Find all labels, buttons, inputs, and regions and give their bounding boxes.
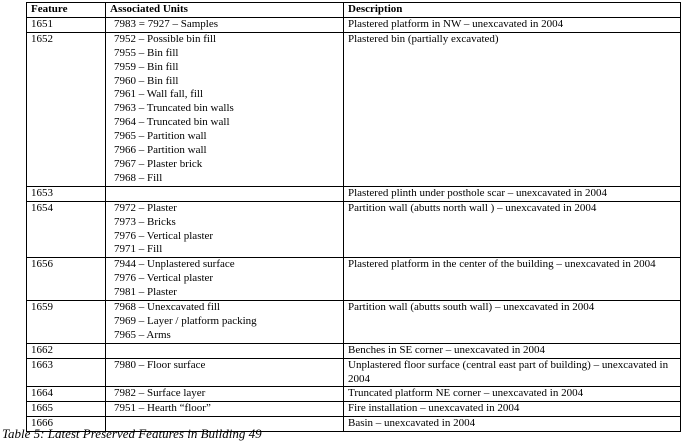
feature-cell: 1652 — [27, 32, 106, 186]
table-row — [27, 301, 681, 344]
feature-cell: 1663 — [27, 358, 106, 387]
unit-entry: 7965 – Partition wall — [114, 130, 207, 143]
associated-units-cell — [106, 387, 344, 402]
unit-entry: 7969 – Layer / platform packing — [114, 314, 257, 327]
features-table — [26, 2, 681, 432]
header-associated-units: Associated Units — [106, 3, 344, 18]
unit-entry: 7964 – Truncated bin wall — [114, 116, 230, 129]
description-cell: Benches in SE corner – unexcavated in 2004 — [344, 343, 681, 358]
feature-cell: 1659 — [27, 301, 106, 344]
unit-entry: 7972 – Plaster — [114, 201, 177, 214]
description-cell: Fire installation – unexcavated in 2004 — [344, 402, 681, 417]
unit-entry: 7959 – Bin fill — [114, 60, 179, 73]
feature-cell: 1656 — [27, 258, 106, 301]
description-cell: Plastered platform in the center of the building – unexcavated in 2004 — [344, 258, 681, 301]
associated-units-cell — [106, 358, 344, 387]
table-row — [27, 32, 681, 186]
unit-entry: 7966 – Partition wall — [114, 144, 207, 157]
unit-entry: 7952 – Possible bin fill — [114, 32, 217, 45]
unit-entry: 7971 – Fill — [114, 243, 163, 256]
table-row — [27, 186, 681, 201]
associated-units-cell — [106, 201, 344, 258]
associated-units-cell — [106, 402, 344, 417]
unit-entry: 7983 = 7927 – Samples — [114, 17, 218, 30]
header-description: Description — [344, 3, 681, 18]
unit-entry: 7968 – Unexcavated fill — [114, 301, 220, 314]
unit-entry: 7963 – Truncated bin walls — [114, 102, 234, 115]
table-row — [27, 343, 681, 358]
unit-entry: 7968 – Fill — [114, 171, 163, 184]
associated-units-cell — [106, 186, 344, 201]
associated-units-cell — [106, 32, 344, 186]
description-cell: Basin – unexcavated in 2004 — [344, 417, 681, 432]
description-cell: Plastered plinth under posthole scar – unexcavated in 2004 — [344, 186, 681, 201]
feature-cell: 1666 — [27, 417, 106, 432]
table-caption: Table 5: Latest Preserved Features in Building 49 — [2, 426, 262, 441]
table-body — [27, 17, 681, 431]
table-row — [27, 201, 681, 258]
unit-entry: 7965 – Arms — [114, 328, 171, 341]
table-row — [27, 258, 681, 301]
description-cell: Partition wall (abutts north wall ) – unexcavated in 2004 — [344, 201, 681, 258]
feature-cell: 1653 — [27, 186, 106, 201]
unit-entry: 7961 – Wall fall, fill — [114, 88, 204, 101]
unit-entry: 7951 – Hearth “floor” — [114, 402, 211, 415]
header-feature: Feature — [27, 3, 106, 18]
unit-entry: 7967 – Plaster brick — [114, 157, 203, 170]
table-row — [27, 358, 681, 387]
description-cell: Plastered platform in NW – unexcavated in 2004 — [344, 17, 681, 32]
feature-cell: 1651 — [27, 17, 106, 32]
description-cell: Plastered bin (partially excavated) — [344, 32, 681, 186]
associated-units-cell — [106, 258, 344, 301]
features-table-container — [26, 2, 680, 432]
unit-entry: 7960 – Bin fill — [114, 74, 179, 87]
unit-entry: 7982 – Surface layer — [114, 387, 206, 400]
feature-cell: 1662 — [27, 343, 106, 358]
associated-units-cell — [106, 17, 344, 32]
feature-cell: 1664 — [27, 387, 106, 402]
unit-entry: 7944 – Unplastered surface — [114, 258, 235, 271]
unit-entry: 7976 – Vertical plaster — [114, 272, 214, 285]
unit-entry: 7973 – Bricks — [114, 215, 176, 228]
feature-cell: 1665 — [27, 402, 106, 417]
table-row — [27, 402, 681, 417]
unit-entry: 7976 – Vertical plaster — [114, 229, 214, 242]
table-row — [27, 387, 681, 402]
description-cell: Partition wall (abutts south wall) – unexcavated in 2004 — [344, 301, 681, 344]
table-header-row — [27, 3, 681, 18]
description-cell: Truncated platform NE corner – unexcavated in 2004 — [344, 387, 681, 402]
unit-entry: 7981 – Plaster — [114, 286, 177, 299]
table-row — [27, 17, 681, 32]
associated-units-cell — [106, 301, 344, 344]
unit-entry: 7955 – Bin fill — [114, 46, 179, 59]
feature-cell: 1654 — [27, 201, 106, 258]
unit-entry: 7980 – Floor surface — [114, 358, 206, 371]
description-cell: Unplastered floor surface (central east part of building) – unexcavated in 2004 — [344, 358, 681, 387]
associated-units-cell — [106, 343, 344, 358]
